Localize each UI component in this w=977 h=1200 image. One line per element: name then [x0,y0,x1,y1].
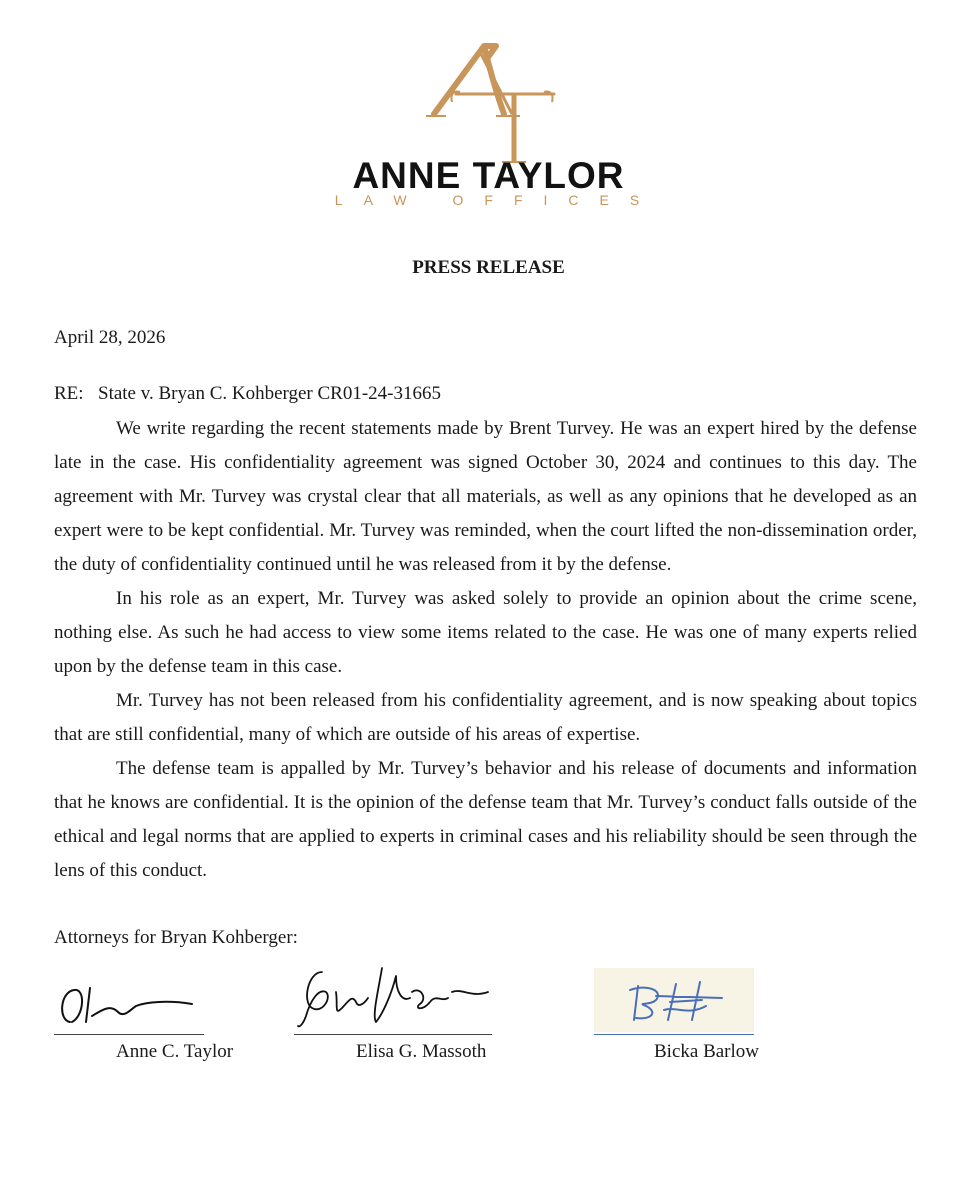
body-paragraph: In his role as an expert, Mr. Turvey was asked solely to provide an opinion about the crime scene, nothing else. As such he had access to view some items related to the case. He was one of many experts relied upon by the defense team in this case. [54,588,917,677]
re-label: RE: [54,383,84,404]
signatory-name: Elisa G. Massoth [356,1041,487,1062]
signature-line [594,1034,754,1035]
signatory-name: Anne C. Taylor [116,1041,234,1062]
closing-line: Attorneys for Bryan Kohberger: [54,927,298,948]
signature-bicka-barlow [616,976,726,1026]
document-heading: PRESS RELEASE [412,257,565,278]
firm-subtitle: LAW OFFICES [334,192,661,208]
case-reference: State v. Bryan C. Kohberger CR01-24-31665 [98,383,442,404]
body-paragraph: We write regarding the recent statements made by Brent Turvey. He was an expert hired by the defense late in the case. His confidentiality agreement was signed October 30, 2024 and continues to this day. The agreement with Mr. Turvey was crystal clear that all materials, as well as any opinions that he developed as an expert were to be kept confidential. Mr. Turvey was reminded, when the court lifted the non-dissemination order, the duty of confidentiality continued until he was released from it by the defense. [54,418,917,575]
release-date: April 28, 2026 [54,327,166,348]
release-body [54,412,917,888]
firm-name: ANNE TAYLOR [352,155,625,196]
signature-line [54,1034,204,1035]
signature-line [294,1034,492,1035]
signature-elisa-massoth [292,962,492,1034]
signatory-name: Bicka Barlow [654,1041,760,1062]
re-line [54,382,441,406]
signature-bicka-barlow-background [594,968,754,1032]
firm-logo-monogram [420,40,560,166]
signature-anne-taylor [56,982,206,1032]
body-paragraph: Mr. Turvey has not been released from his confidentiality agreement, and is now speaking about topics that are still confidential, many of which are outside of his areas of expertise. [54,690,917,745]
body-paragraph: The defense team is appalled by Mr. Turvey’s behavior and his release of documents and information that he knows are confidential. It is the opinion of the defense team that Mr. Turvey’s conduct falls outside of the ethical and legal norms that are applied to experts in criminal cases and his reliability should be seen through the lens of this conduct. [54,758,917,881]
